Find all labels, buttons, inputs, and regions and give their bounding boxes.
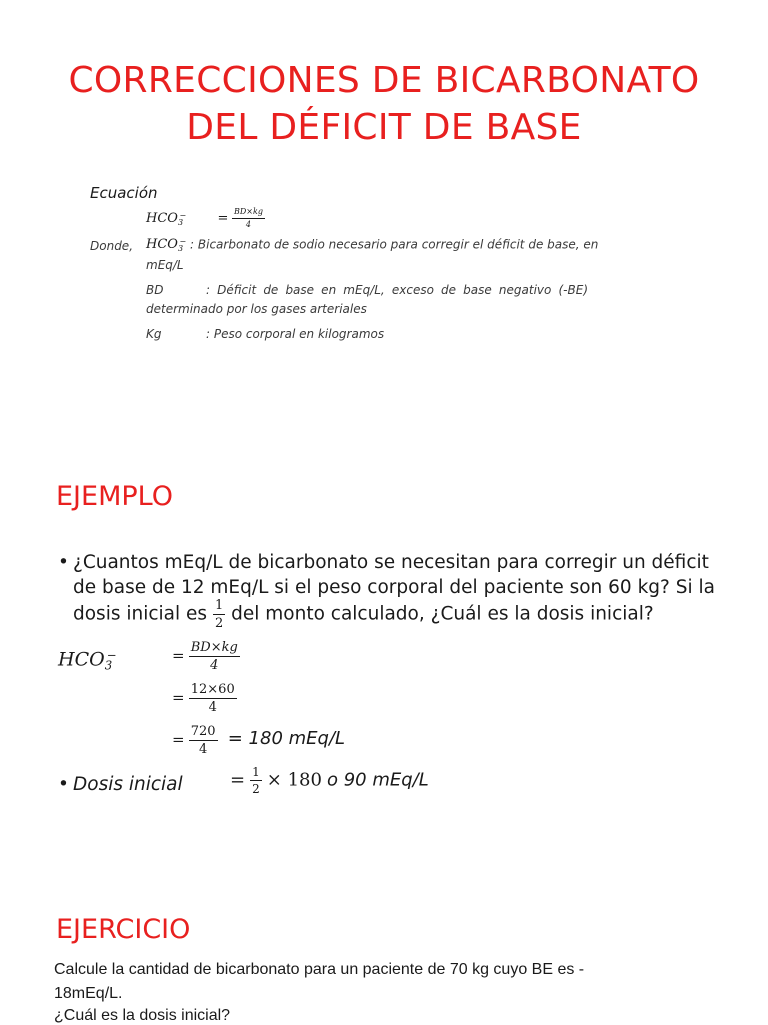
donde-hco3-desc: : Bicarbonato de sodio necesario para corregir el déficit de base, en: [190, 237, 599, 252]
title-line-2: DEL DÉFICIT DE BASE: [186, 107, 582, 148]
dosis-calc: = $\frac{1}{2}$ × 180 o 90 mEq/L: [230, 765, 429, 796]
ejercicio-line-3: ¿Cuál es la dosis inicial?: [54, 1007, 231, 1024]
calc-step-3: = $\frac{720}{4}$ = 180 mEq/L: [172, 724, 346, 757]
ejercicio-heading: EJERCICIO: [56, 914, 191, 945]
ejercicio-line-1: Calcule la cantidad de bicarbonato para un paciente de 70 kg cuyo BE es -: [54, 961, 585, 978]
ejemplo-bullet: •: [58, 552, 69, 573]
calc-step-2-fraction: $\frac{12\times 60}{4}$: [190, 682, 235, 715]
calc-step-3-fraction: $\frac{720}{4}$: [190, 724, 216, 757]
dosis-fraction: $\frac{1}{2}$: [252, 765, 260, 796]
ejemplo-question-line-3: [73, 599, 654, 630]
donde-bd-term: BD: [146, 283, 164, 297]
ecuacion-fraction: $\frac{BD\times kg}{4}$: [233, 207, 263, 229]
dosis-bullet: •: [58, 774, 69, 795]
calc-step-1: = $\frac{BD\times kg}{4}$: [172, 640, 238, 673]
donde-bd-desc: : Déficit de base en mEq/L, exceso de base negativo (-BE): [206, 283, 588, 297]
ejemplo-question-line-3-a: dosis inicial es: [73, 603, 208, 625]
ejemplo-question-line-1: ¿Cuantos mEq/L de bicarbonato se necesitan para corregir un déficit: [73, 552, 709, 573]
ejemplo-question-line-3-b: del monto calculado, ¿Cuál es la dosis inicial?: [231, 603, 654, 625]
donde-label: Donde,: [90, 239, 134, 253]
ecuacion-lhs: $HCO_3^-$: [146, 210, 187, 227]
ecuacion-label: Ecuación: [90, 184, 158, 202]
ejercicio-line-2: 18mEq/L.: [54, 985, 123, 1002]
ecuacion-equals: =: [217, 210, 229, 226]
calc-step-3-result: = 180 mEq/L: [227, 728, 346, 750]
ecuacion-formula: [146, 208, 265, 229]
ejemplo-question-fraction: $\frac{1}{2}$: [214, 598, 224, 631]
ejemplo-heading: EJEMPLO: [56, 481, 173, 512]
donde-kg-desc: : Peso corporal en kilogramos: [206, 327, 385, 341]
donde-kg-term: Kg: [146, 327, 162, 341]
donde-hco3-line: [146, 237, 598, 253]
donde-bd-desc-2: determinado por los gases arteriales: [146, 302, 367, 316]
dosis-times: × 180: [266, 769, 322, 791]
donde-hco3-desc-2: mEq/L: [146, 258, 184, 272]
calc-step-1-fraction: $\frac{BD\times kg}{4}$: [190, 640, 238, 673]
calc-lhs: $HCO_3^-$: [58, 648, 117, 673]
dosis-result: o 90 mEq/L: [326, 769, 429, 791]
title-line-1: CORRECCIONES DE BICARBONATO: [68, 60, 700, 101]
donde-hco3-symbol: $HCO_3^-$: [146, 237, 187, 254]
calc-step-2: = $\frac{12\times 60}{4}$: [172, 682, 235, 715]
ejemplo-question-line-2: de base de 12 mEq/L si el peso corporal del paciente son 60 kg? Si la: [73, 577, 715, 598]
dosis-label: Dosis inicial: [73, 774, 183, 795]
